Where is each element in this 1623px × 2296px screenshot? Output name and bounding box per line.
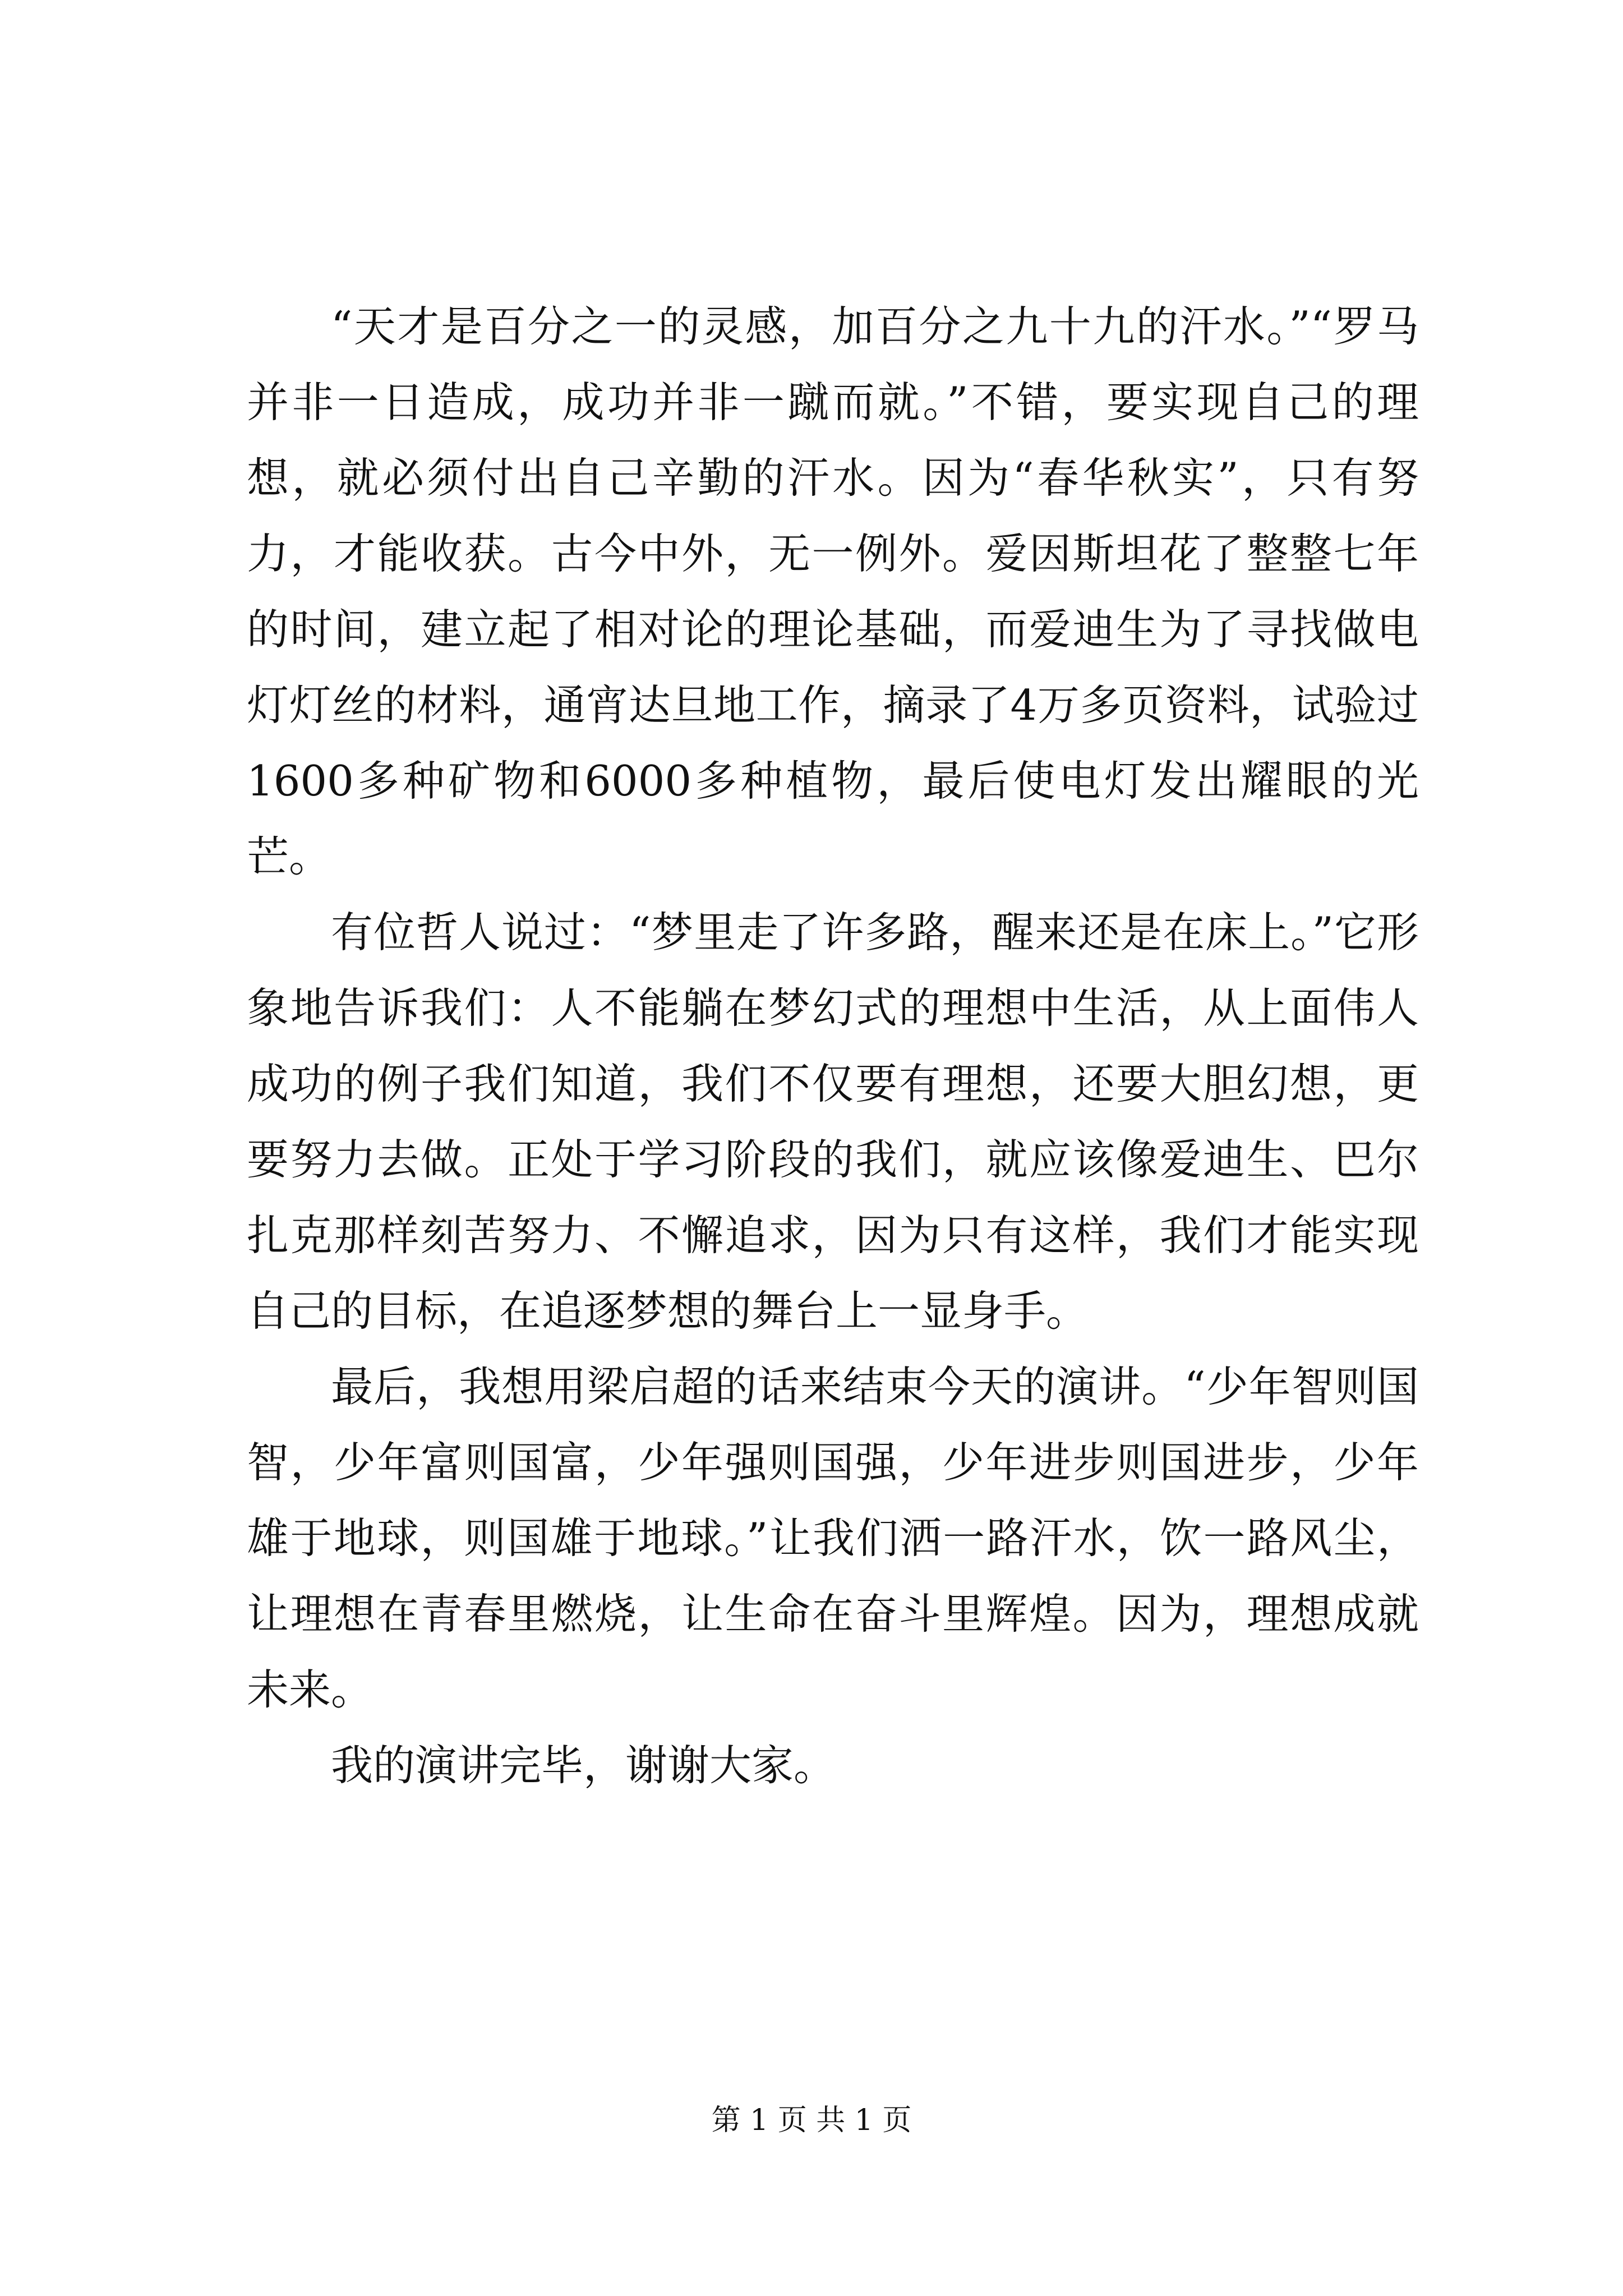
page-number-footer: 第 1 页 共 1 页 — [711, 2104, 912, 2137]
paragraph-4: 我的演讲完毕，谢谢大家。 — [331, 1741, 836, 1790]
paragraph-2: 有位哲人说过：“梦里走了许多路，醒来还是在床上。”它形象地告诉我们：人不能躺在梦幻式的理想中生活，从上面伟人成功的例子我们知道，我们不仅要有理想，还要大胆幻想，更要努力去做。正处于学习阶段的我们，就应该像爱迪生、巴尔扎克那样刻苦努力、不懈追求，因为只有这样，我们才能实现自己的目标，在追逐梦想的舞台上一显身手。 — [247, 908, 1419, 1336]
paragraph-1: “天才是百分之一的灵感，加百分之九十九的汗水。”“罗马并非一日造成，成功并非一蹴而就。”不错，要实现自己的理想，就必须付出自己辛勤的汗水。因为“春华秋实”，只有努力，才能收获。古今中外，无一例外。爱因斯坦花了整整七年的时间，建立起了相对论的理论基础，而爱迪生为了寻找做电灯灯丝的材料，通宵达旦地工作，摘录了4万多页资料，试验过1600多种矿物和6000多种植物，最后使电灯发出耀眼的光芒。 — [247, 302, 1419, 881]
paragraph-3: 最后，我想用梁启超的话来结束今天的演讲。“少年智则国智，少年富则国富，少年强则国强，少年进步则国进步，少年雄于地球，则国雄于地球。”让我们洒一路汗水，饮一路风尘，让理想在青春里燃烧，让生命在奋斗里辉煌。因为，理想成就未来。 — [247, 1362, 1419, 1714]
document-body — [247, 289, 1419, 1803]
